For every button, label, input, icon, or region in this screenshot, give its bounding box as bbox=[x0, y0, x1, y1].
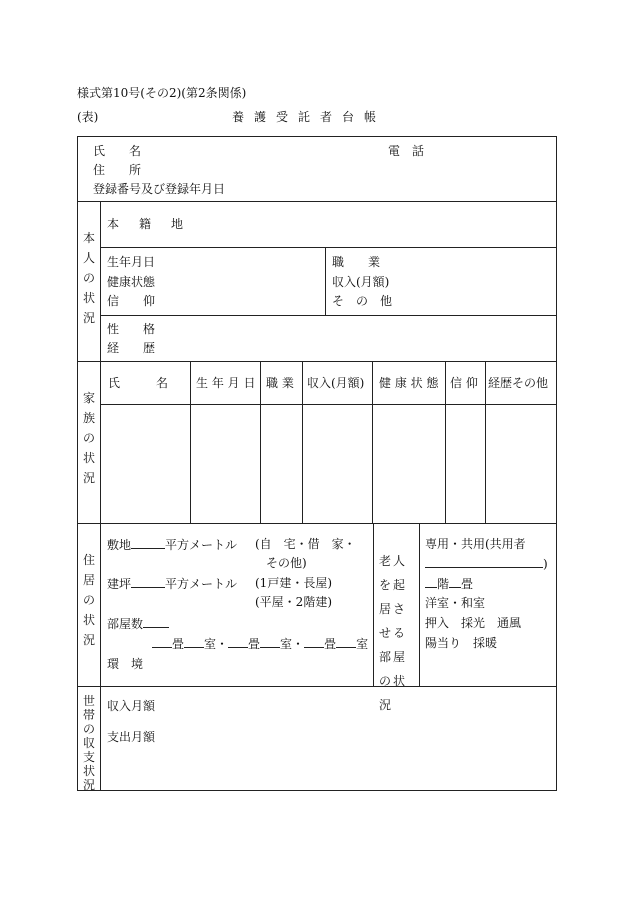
residence-col-line bbox=[419, 523, 420, 686]
frame-top bbox=[77, 136, 557, 137]
family-header-history: 経歴その他 bbox=[488, 376, 549, 390]
form-number: 様式第10号(その2)(第2条関係) bbox=[77, 86, 247, 100]
room-label: 室 bbox=[356, 637, 369, 651]
building-unit: 平方メートル bbox=[165, 577, 238, 591]
label-col-line bbox=[100, 201, 101, 791]
divider bbox=[100, 247, 557, 248]
environment-label: 環 境 bbox=[107, 657, 144, 671]
divider bbox=[77, 686, 557, 687]
form-title: 養護受託者台帳 bbox=[232, 110, 387, 124]
elder-room-label: 老人を起居させる部屋の状況 bbox=[379, 554, 408, 712]
building-label: 建坪 bbox=[107, 577, 132, 591]
history-label: 経 歴 bbox=[107, 341, 156, 355]
own-options-2: その他) bbox=[266, 556, 307, 570]
floor-row bbox=[425, 576, 473, 591]
phone-label: 電 話 bbox=[388, 144, 425, 158]
frame-left bbox=[77, 136, 78, 791]
rooms-label: 部屋数 bbox=[107, 617, 144, 631]
frame-right bbox=[556, 136, 557, 791]
family-col-line bbox=[445, 361, 446, 523]
floor-type: (平屋・2階建) bbox=[255, 595, 332, 609]
household-expense-label: 支出月額 bbox=[107, 730, 156, 744]
family-header-income: 収入(月額) bbox=[307, 376, 365, 390]
floor-blank[interactable] bbox=[425, 576, 437, 588]
frame-bottom bbox=[77, 790, 557, 791]
features-1: 押入 採光 通風 bbox=[425, 616, 522, 630]
shared-row bbox=[425, 556, 548, 571]
residence-col-line bbox=[373, 523, 374, 686]
family-col-line bbox=[190, 361, 191, 523]
other-label: そ の 他 bbox=[332, 294, 393, 308]
household-income-label: 収入月額 bbox=[107, 699, 156, 713]
room-blank[interactable] bbox=[336, 636, 356, 648]
self-split-line bbox=[325, 247, 326, 315]
address-label: 住 所 bbox=[93, 163, 142, 177]
tatami-blank[interactable] bbox=[228, 636, 248, 648]
tatami-label: 畳 bbox=[248, 637, 261, 651]
health-label: 健康状態 bbox=[107, 275, 156, 289]
faith-label: 信 仰 bbox=[107, 294, 156, 308]
site-label: 敷地 bbox=[107, 538, 132, 552]
divider bbox=[77, 523, 557, 524]
tatami-label: 畳 bbox=[172, 637, 185, 651]
occupation-label: 職 業 bbox=[332, 255, 381, 269]
room-label: 室・ bbox=[204, 637, 229, 651]
family-col-line bbox=[485, 361, 486, 523]
family-header-occupation: 職 業 bbox=[266, 376, 294, 390]
site-blank[interactable] bbox=[131, 537, 165, 549]
tatami-blank[interactable] bbox=[304, 636, 324, 648]
family-header-health: 健 康 状 態 bbox=[379, 376, 439, 390]
room-blank[interactable] bbox=[184, 636, 204, 648]
building-row bbox=[107, 576, 237, 591]
divider bbox=[100, 315, 557, 316]
building-blank[interactable] bbox=[131, 576, 165, 588]
family-header-name: 氏 名 bbox=[108, 376, 169, 390]
tatami-label: 畳 bbox=[324, 637, 337, 651]
room-detail-row bbox=[152, 636, 368, 651]
features-2: 陽当り 採暖 bbox=[425, 636, 498, 650]
room-label: 室・ bbox=[280, 637, 305, 651]
jou-blank[interactable] bbox=[449, 576, 461, 588]
income-label: 収入(月額) bbox=[332, 275, 390, 289]
site-unit: 平方メートル bbox=[165, 538, 238, 552]
floor-label: 階 bbox=[437, 577, 450, 591]
household-section-label: 世帯の収支状況 bbox=[82, 694, 95, 792]
family-col-line bbox=[260, 361, 261, 523]
personality-label: 性 格 bbox=[107, 322, 156, 336]
family-header-birth: 生 年 月 日 bbox=[196, 376, 256, 390]
family-header-faith: 信 仰 bbox=[450, 376, 478, 390]
shared-label: 専用・共用(共用者 bbox=[425, 537, 526, 551]
shared-with-blank[interactable] bbox=[425, 556, 543, 568]
rooms-row bbox=[107, 616, 169, 631]
birth-label: 生年月日 bbox=[107, 255, 156, 269]
tatami-blank[interactable] bbox=[152, 636, 172, 648]
family-col-line bbox=[372, 361, 373, 523]
site-row bbox=[107, 537, 237, 552]
registration-label: 登録番号及び登録年月日 bbox=[93, 182, 226, 196]
own-options: (自 宅・借 家・ bbox=[255, 537, 356, 551]
name-label: 氏 名 bbox=[93, 144, 142, 158]
side-label: (表) bbox=[77, 110, 99, 124]
divider bbox=[77, 201, 557, 202]
family-col-line bbox=[302, 361, 303, 523]
room-style: 洋室・和室 bbox=[425, 596, 486, 610]
shared-close: ) bbox=[543, 557, 548, 571]
house-type: (1戸建・長屋) bbox=[255, 576, 332, 590]
rooms-blank[interactable] bbox=[143, 616, 169, 628]
self-section-label: 本人の状況 bbox=[82, 231, 95, 325]
room-blank[interactable] bbox=[260, 636, 280, 648]
domicile-label: 本 籍 地 bbox=[107, 217, 188, 231]
divider bbox=[100, 404, 557, 405]
residence-section-label: 住居の状況 bbox=[82, 553, 95, 647]
jou-label: 畳 bbox=[461, 577, 474, 591]
family-section-label: 家族の状況 bbox=[82, 391, 95, 485]
